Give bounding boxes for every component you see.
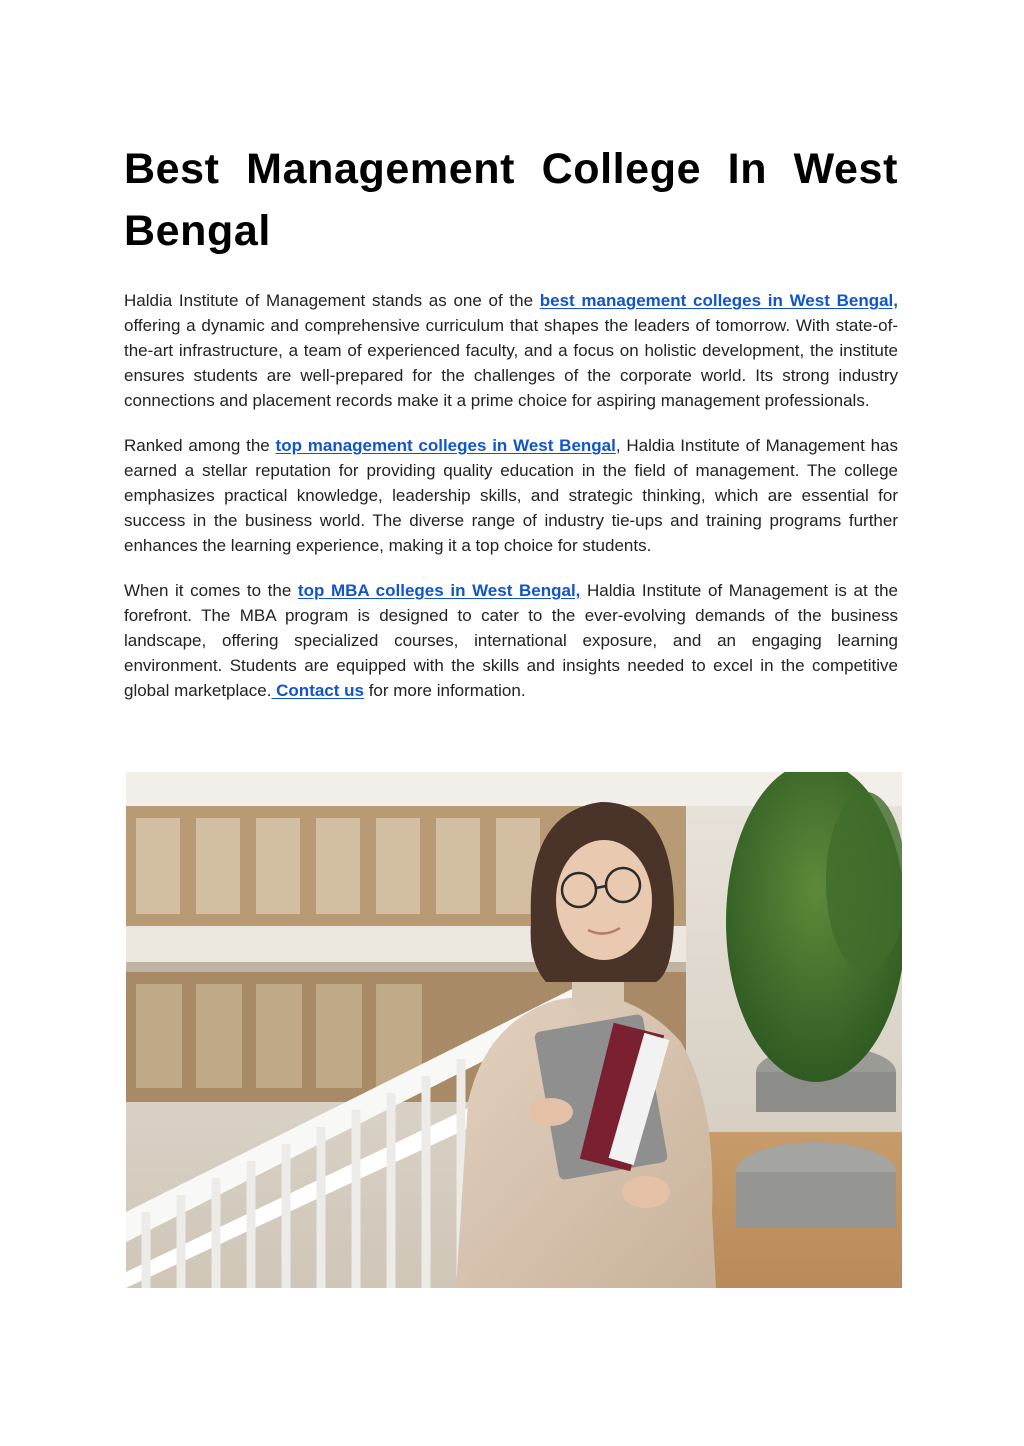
- paragraph-ranking: [124, 433, 898, 558]
- paragraph-text: , Haldia Institute of Management has earned a stellar reputation for providing quality education in the field of management. The college emphasizes practical knowledge, leadership skills, and strategic thinking, which are essential for success in the business world. The diverse range of industry tie-ups and training programs further enhances the learning experience, making it a top choice for students.: [124, 436, 898, 555]
- document-page: [124, 138, 898, 703]
- student-photo-illustration: [126, 772, 902, 1288]
- page-title: Best Management College In West Bengal: [124, 145, 898, 255]
- student-photo: [126, 772, 902, 1288]
- paragraph-text: offering a dynamic and comprehensive curriculum that shapes the leaders of tomorrow. With state-of-the-art infrastructure, a team of experienced faculty, and a focus on holistic development, the institute ensures students are well-prepared for the challenges of the corporate world. Its strong industry connections and placement records make it a prime choice for aspiring management professionals.: [124, 316, 898, 410]
- link-contact-us[interactable]: Contact us: [271, 681, 364, 700]
- paragraph-text: Haldia Institute of Management stands as one of the: [124, 291, 540, 310]
- paragraph-intro: [124, 288, 898, 413]
- link-top-management-colleges[interactable]: top management colleges in West Bengal: [275, 436, 616, 455]
- paragraph-text: When it comes to the: [124, 581, 298, 600]
- link-best-management-colleges[interactable]: best management colleges in West Bengal,: [539, 291, 898, 310]
- paragraph-text: for more information.: [363, 681, 526, 700]
- paragraph-text: Haldia Institute of Management is at the forefront. The MBA program is designed to cater to the ever-evolving demands of the business landscape, offering specialized courses, international exposure, and an engaging learning environment. Students are equipped with the skills and insights needed to excel in the competitive global marketplace.: [124, 581, 898, 700]
- link-top-mba-colleges[interactable]: top MBA colleges in West Bengal,: [297, 581, 581, 600]
- paragraph-text: Ranked among the: [124, 436, 276, 455]
- paragraph-mba: [124, 578, 898, 703]
